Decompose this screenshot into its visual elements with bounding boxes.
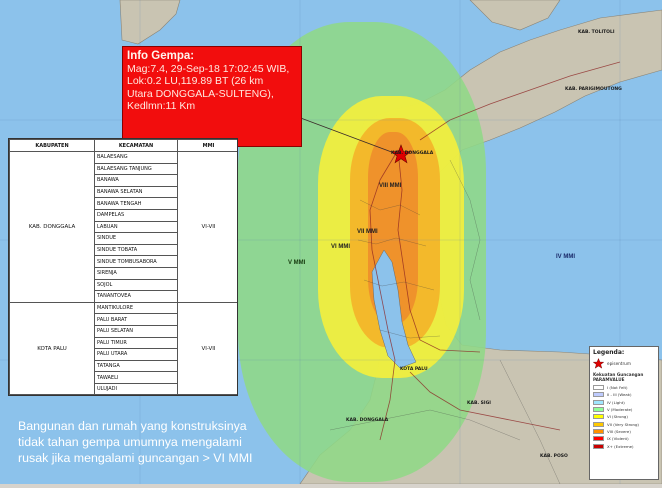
palu-mmi-cell: VI-VII <box>178 302 239 395</box>
kecamatan-cell: SINDUE TOBATA <box>95 244 178 256</box>
legend-item-label: V (Moderate) <box>607 407 633 413</box>
legend-intensity-title: Kekuatan Guncangan <box>593 372 644 377</box>
info-location: Lok:0.2 LU,119.89 BT (26 km <box>127 75 264 88</box>
kecamatan-cell: BANAWA <box>95 175 178 187</box>
town-label-kota-palu: KOTA PALU <box>400 367 428 372</box>
town-label-tolitoli: KAB. TOLITOLI <box>578 30 615 35</box>
legend-item <box>593 406 655 413</box>
donggala-mmi-cell: VI-VII <box>178 152 239 303</box>
legend-swatch <box>593 444 604 449</box>
legend-item-label: VIII (Severe) <box>607 428 631 434</box>
kecamatan-cell: BALAESANG <box>95 152 178 164</box>
header-kecamatan: KECAMATAN <box>95 140 178 152</box>
kecamatan-cell: BANAWA SELATAN <box>95 186 178 198</box>
header-kabupaten: KABUPATEN <box>10 140 95 152</box>
legend-swatch <box>593 407 604 412</box>
mmi-label-vii: VII MMI <box>357 229 378 235</box>
kecamatan-cell: SIRENJA <box>95 267 178 279</box>
mmi-label-vi: VI MMI <box>331 244 350 250</box>
kecamatan-cell: DAMPELAS <box>95 209 178 221</box>
header-mmi: MMI <box>178 140 239 152</box>
kecamatan-cell: TANANTOVEA <box>95 291 178 303</box>
info-depth: Kedlmn:11 Km <box>127 100 196 113</box>
kecamatan-cell: LABUAN <box>95 221 178 233</box>
town-label-parigi: KAB. PARIGIMOUTONG <box>565 87 622 92</box>
legend-swatch <box>593 400 604 405</box>
legend-item <box>593 435 655 442</box>
legend-item-label: I (Not Felt) <box>607 385 628 391</box>
table-header-row <box>10 140 239 152</box>
town-label-epicenter: KAB. DONGGALA <box>391 151 434 156</box>
legend-swatch <box>593 385 604 390</box>
legend-item <box>593 420 655 427</box>
legend-star-icon <box>593 358 604 369</box>
kecamatan-cell: MANTIKULORE <box>95 302 178 314</box>
legend-item-label: IX (Violent) <box>607 436 629 442</box>
palu-kabupaten-cell: KOTA PALU <box>10 302 95 395</box>
mmi-label-viii: VIII MMI <box>379 183 402 189</box>
legend-epicenter-label: episentrum <box>607 361 631 366</box>
legend-swatch <box>593 414 604 419</box>
map-legend <box>589 346 659 480</box>
legend-swatch <box>593 422 604 427</box>
info-title: Info Gempa: <box>127 50 195 62</box>
mmi-label-v: V MMI <box>288 260 306 266</box>
kecamatan-cell: PALU TIMUR <box>95 337 178 349</box>
mmi-table <box>8 138 238 396</box>
table-row <box>10 302 239 314</box>
legend-title: Legenda: <box>593 349 625 356</box>
earthquake-info-box <box>122 46 302 147</box>
donggala-kabupaten-cell: KAB. DONGGALA <box>10 152 95 303</box>
damage-caption <box>18 418 288 466</box>
palu-group <box>10 302 239 395</box>
kecamatan-cell: PALU SELATAN <box>95 325 178 337</box>
legend-epicenter-row <box>593 358 655 369</box>
legend-item-label: II - III (Weak) <box>607 392 632 398</box>
kecamatan-cell: PALU BARAT <box>95 314 178 326</box>
town-label-donggala-south: KAB. DONGGALA <box>346 418 389 423</box>
mmi-label-iv: IV MMI <box>556 254 575 260</box>
legend-swatch <box>593 436 604 441</box>
kecamatan-cell: BANAWA TENGAH <box>95 198 178 210</box>
kecamatan-cell: TAWAELI <box>95 372 178 384</box>
legend-swatch <box>593 392 604 397</box>
donggala-group <box>10 152 239 303</box>
town-label-poso: KAB. POSO <box>540 454 568 459</box>
legend-item <box>593 442 655 449</box>
legend-list <box>593 384 655 450</box>
town-label-sigi: KAB. SIGI <box>467 401 491 406</box>
kecamatan-cell: SINDUE <box>95 233 178 245</box>
kecamatan-cell: SOJOL <box>95 279 178 291</box>
legend-item <box>593 413 655 420</box>
legend-item <box>593 391 655 398</box>
legend-scale: PARAMVALUE <box>593 377 625 382</box>
caption-line-2: tidak tahan gempa umumnya mengalami <box>18 435 242 449</box>
legend-item-label: IV (Light) <box>607 399 625 405</box>
info-magnitude: Mag:7.4, 29-Sep-18 17:02:45 WIB, <box>127 62 290 75</box>
legend-item <box>593 428 655 435</box>
kecamatan-cell: PALU UTARA <box>95 349 178 361</box>
table-row <box>10 152 239 164</box>
legend-item <box>593 384 655 391</box>
caption-line-1: Bangunan dan rumah yang konstruksinya <box>18 419 247 433</box>
caption-line-3: rusak jika mengalami guncangan > VI MMI <box>18 451 253 465</box>
kecamatan-cell: BALAESANG TANJUNG <box>95 163 178 175</box>
kecamatan-cell: TATANGA <box>95 360 178 372</box>
info-direction: Utara DONGGALA-SULTENG), <box>127 87 274 100</box>
legend-item-label: X+ (Extreme) <box>607 443 634 449</box>
kecamatan-cell: SINDUE TOMBUSABORA <box>95 256 178 268</box>
legend-item <box>593 399 655 406</box>
legend-item-label: VI (Strong) <box>607 414 628 420</box>
kecamatan-cell: ULUJADI <box>95 383 178 395</box>
bottom-strip <box>0 484 662 488</box>
legend-item-label: VII (Very Strong) <box>607 421 639 427</box>
legend-swatch <box>593 429 604 434</box>
